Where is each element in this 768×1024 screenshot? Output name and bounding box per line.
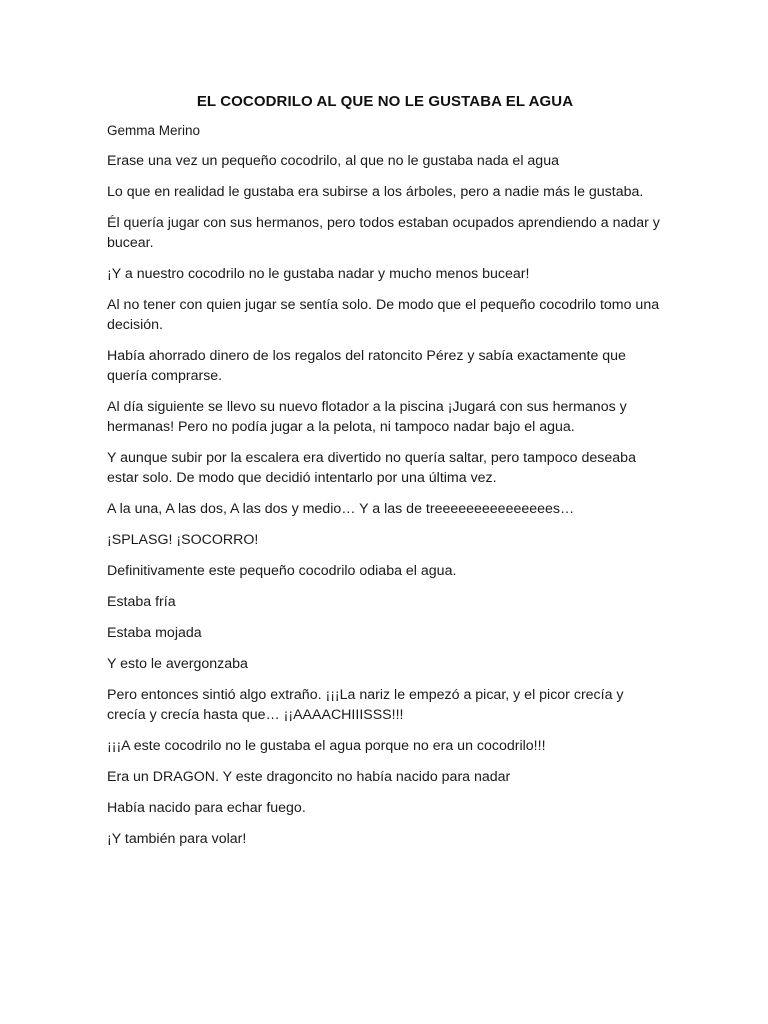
document-body <box>107 92 663 860</box>
paragraph: Al día siguiente se llevo su nuevo flotador a la piscina ¡Jugará con sus hermanos y hermanas! Pero no podía jugar a la pelota, ni tampoco nadar bajo el agua. <box>107 399 627 435</box>
paragraph: Al no tener con quien jugar se sentía solo. De modo que el pequeño cocodrilo tomo una decisión. <box>107 297 660 333</box>
paragraph: Definitivamente este pequeño cocodrilo odiaba el agua. <box>107 563 457 579</box>
document-author: Gemma Merino <box>107 123 201 138</box>
paragraph: Él quería jugar con sus hermanos, pero todos estaban ocupados aprendiendo a nadar y bucear. <box>107 215 660 251</box>
paragraph: Y aunque subir por la escalera era divertido no quería saltar, pero tampoco deseaba estar solo. De modo que decidió intentarlo por una última vez. <box>107 450 636 486</box>
paragraph: ¡¡¡A este cocodrilo no le gustaba el agua porque no era un cocodrilo!!! <box>107 738 546 754</box>
paragraph: A la una, A las dos, A las dos y medio… Y a las de treeeeeeeeeeeeeees… <box>107 501 575 517</box>
paragraph: Había nacido para echar fuego. <box>107 800 306 816</box>
paragraph: Había ahorrado dinero de los regalos del ratoncito Pérez y sabía exactamente que quería comprarse. <box>107 348 626 384</box>
paragraph: Erase una vez un pequeño cocodrilo, al que no le gustaba nada el agua <box>107 153 559 169</box>
document-title: EL COCODRILO AL QUE NO LE GUSTABA EL AGUA <box>196 93 574 110</box>
paragraph: Y esto le avergonzaba <box>107 656 248 672</box>
paragraph: Lo que en realidad le gustaba era subirse a los árboles, pero a nadie más le gustaba. <box>107 184 644 200</box>
paragraph: Pero entonces sintió algo extraño. ¡¡¡La nariz le empezó a picar, y el picor crecía y crecía y crecía hasta que… ¡¡AAAACHIIISSS!!! <box>107 687 624 723</box>
paragraph: ¡SPLASG! ¡SOCORRO! <box>107 532 259 548</box>
paragraph: Estaba mojada <box>107 625 202 641</box>
paragraph: ¡Y a nuestro cocodrilo no le gustaba nadar y mucho menos bucear! <box>107 266 530 282</box>
paragraph: ¡Y también para volar! <box>107 831 247 847</box>
paragraph: Estaba fría <box>107 594 176 610</box>
paragraph: Era un DRAGON. Y este dragoncito no había nacido para nadar <box>107 769 511 785</box>
